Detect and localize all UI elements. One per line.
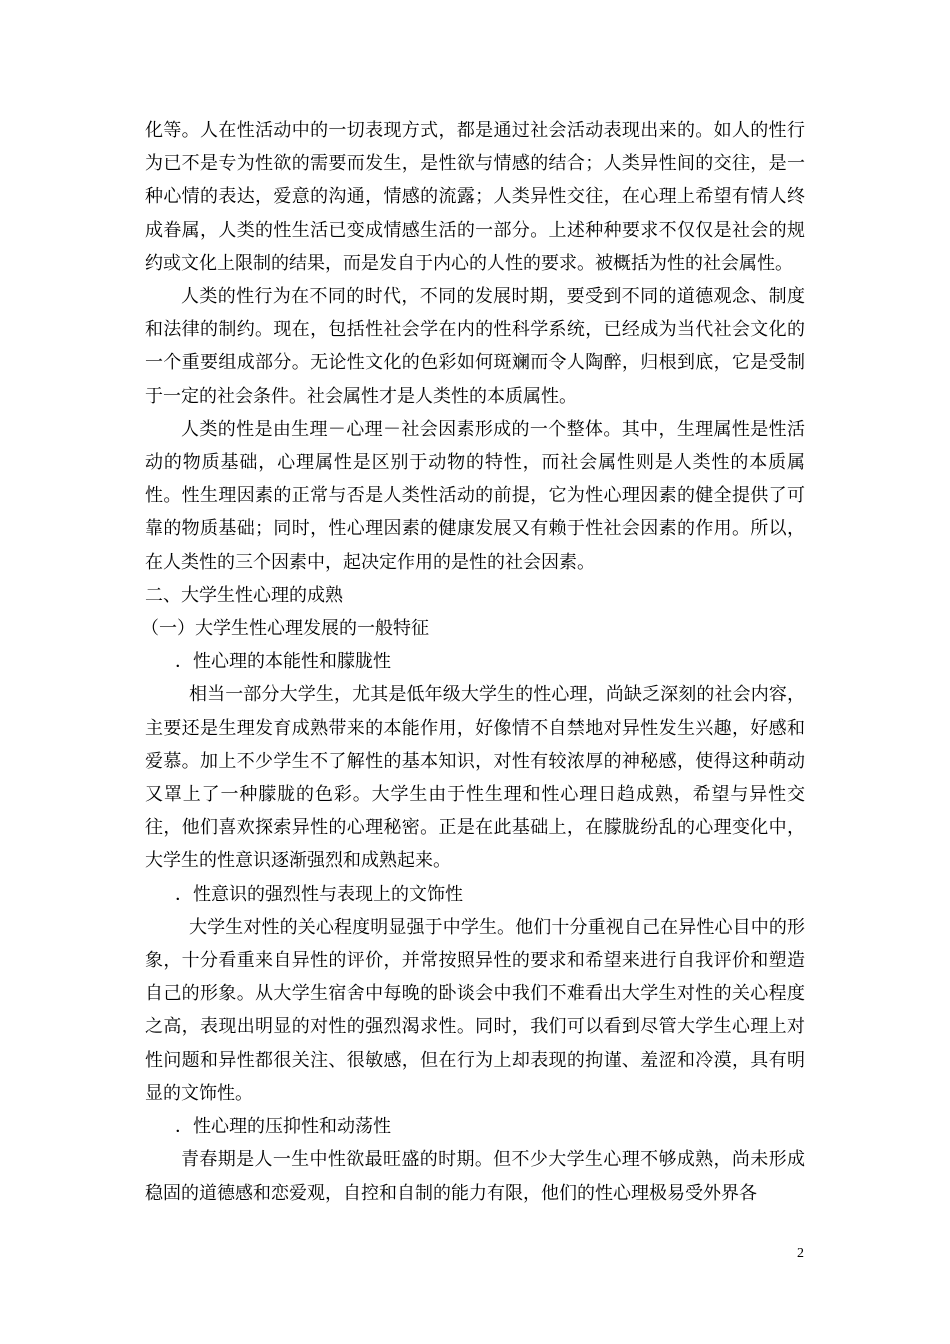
paragraph-suppression: 青春期是人一生中性欲最旺盛的时期。但不少大学生心理不够成熟，尚未形成稳固的道德感和恋爱观，自控和自制的能力有限，他们的性心理极易受外界各 — [145, 1149, 805, 1204]
paragraph-intensity: 大学生对性的关心程度明显强于中学生。他们十分重视自己在异性心目中的形象，十分看重来自异性的评价，并常按照异性的要求和希望来进行自我评价和塑造自己的形象。从大学生宿舍中每晚的卧谈会中我们不难看出大学生对性的关心程度之高，表现出明显的对性的强烈渴求性。同时，我们可以看到尽管大学生心理上对性问题和异性都很关注、很敏感，但在行为上却表现的拘谨、羞涩和冷漠，具有明显的文饰性。 — [145, 916, 805, 1104]
paragraph-instinct: 相当一部分大学生，尤其是低年级大学生的性心理，尚缺乏深刻的社会内容，主要还是生理发育成熟带来的本能作用，好像情不自禁地对异性发生兴趣，好感和爱慕。加上不少学生不了解性的基本知识，对性有较浓厚的神秘感，使得这种萌动又罩上了一种朦胧的色彩。大学生由于性生理和性心理日趋成熟，希望与异性交往，他们喜欢探索异性的心理秘密。正是在此基础上，在朦胧纷乱的心理变化中，大学生的性意识逐渐强烈和成熟起来。 — [145, 684, 805, 872]
item-heading-suppression: ．性心理的压抑性和动荡性 — [175, 1116, 391, 1138]
subsection-heading: （一）大学生性心理发展的一般特征 — [141, 618, 429, 640]
paragraph-bio-psycho-social: 人类的性是由生理－心理－社会因素形成的一个整体。其中，生理属性是性活动的物质基础，心理属性是区别于动物的特性，而社会属性则是人类性的本质属性。性生理因素的正常与否是人类性活动的前提，它为性心理因素的健全提供了可靠的物质基础；同时，性心理因素的健康发展又有赖于性社会因素的作用。所以，在人类性的三个因素中，起决定作用的是性的社会因素。 — [145, 418, 805, 573]
item-heading-instinct: ．性心理的本能性和朦胧性 — [175, 651, 391, 673]
item-heading-intensity: ．性意识的强烈性与表现上的文饰性 — [175, 883, 463, 905]
paragraph-social-constraints: 人类的性行为在不同的时代，不同的发展时期，要受到不同的道德观念、制度和法律的制约。现在，包括性社会学在内的性科学系统，已经成为当代社会文化的一个重要组成部分。无论性文化的色彩如何斑斓而令人陶醉，归根到底，它是受制于一定的社会条件。社会属性才是人类性的本质属性。 — [145, 286, 805, 407]
page-content — [141, 114, 805, 1210]
section-heading: 二、大学生性心理的成熟 — [145, 584, 343, 606]
page-number: 2 — [797, 1246, 804, 1261]
paragraph-social-attributes: 化等。人在性活动中的一切表现方式，都是通过社会活动表现出来的。如人的性行为已不是专为性欲的需要而发生，是性欲与情感的结合；人类异性间的交往，是一种心情的表达，爱意的沟通，情感的流露；人类异性交往，在心理上希望有情人终成眷属，人类的性生活已变成情感生活的一部分。上述种种要求不仅仅是社会的规约或文化上限制的结果，而是发自于内心的人性的要求。被概括为性的社会属性。 — [145, 120, 805, 274]
